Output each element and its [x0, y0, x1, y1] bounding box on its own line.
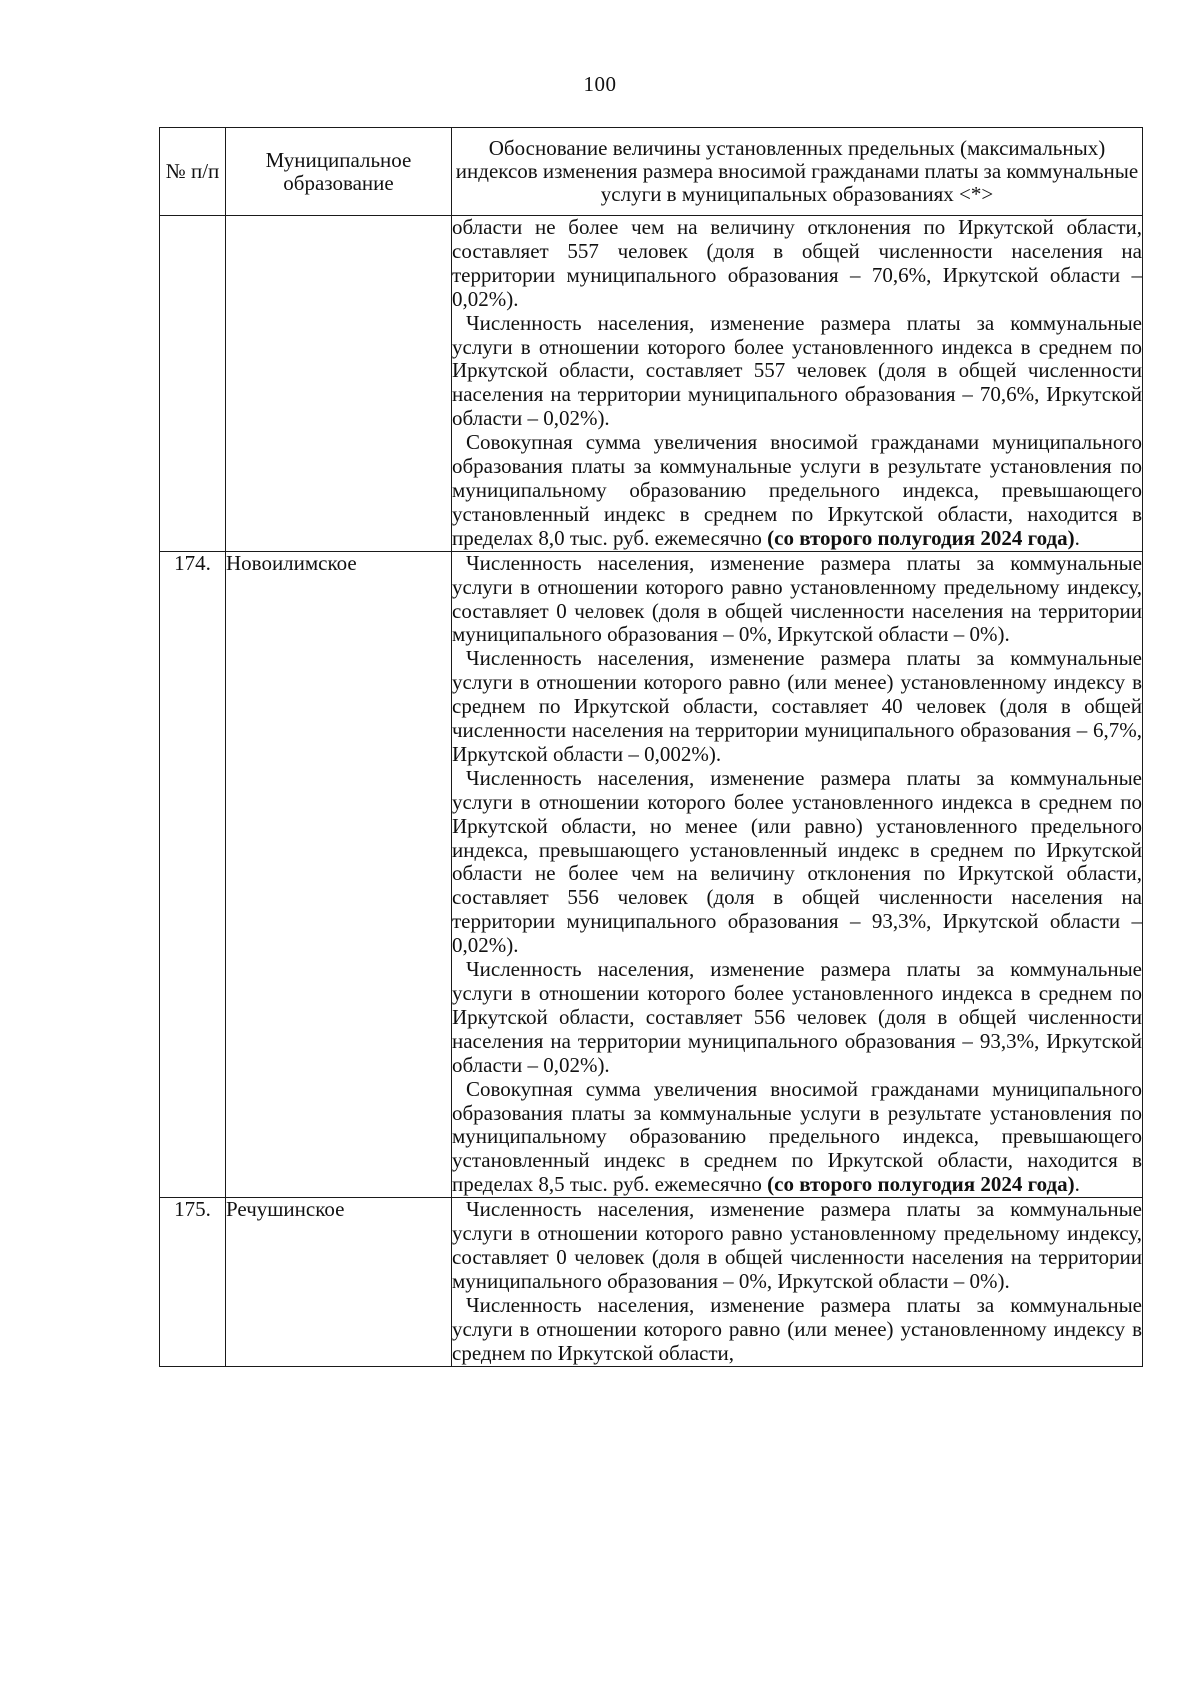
header-municipality: Муниципальное образование	[226, 128, 452, 216]
paragraph: Численность населения, изменение размера платы за коммунальные услуги в отношении которого более установленного индекса в среднем по Иркутской области, но менее (или равно) установленного предельного индекса, превышающего установленный индекс в среднем по Иркутской области не более чем на величину отклонения по Иркутской области, составляет 556 человек (доля в общей численности населения на территории муниципального образования – 93,3%, Иркутской области – 0,02%).	[452, 765, 1142, 958]
header-number: № п/п	[160, 128, 226, 216]
paragraph-tail: .	[1074, 525, 1080, 550]
row-municipality: Речушинское	[226, 1198, 452, 1366]
page-number: 100	[583, 72, 617, 96]
row-municipality	[226, 216, 452, 552]
paragraph	[452, 1078, 1142, 1198]
row-justification	[452, 216, 1143, 552]
paragraph-bold: (со второго полугодия 2024 года)	[767, 525, 1075, 550]
row-number: 175.	[160, 1198, 226, 1366]
row-number: 174.	[160, 551, 226, 1197]
justification-table	[159, 127, 1143, 1367]
paragraph-bold: (со второго полугодия 2024 года)	[767, 1172, 1075, 1197]
paragraph: Численность населения, изменение размера платы за коммунальные услуги в отношении которого более установленного индекса в среднем по Иркутской области, составляет 557 человек (доля в общей численности населения на территории муниципального образования – 70,6%, Иркутской области – 0,02%).	[452, 310, 1142, 431]
row-municipality: Новоилимское	[226, 551, 452, 1197]
paragraph: области не более чем на величину отклонения по Иркутской области, составляет 557 человек (доля в общей численности населения на территории муниципального образования – 70,6%, Иркутской области – 0,02%).	[452, 215, 1142, 311]
paragraph: Численность населения, изменение размера платы за коммунальные услуги в отношении которого более установленного индекса в среднем по Иркутской области, составляет 556 человек (доля в общей численности населения на территории муниципального образования – 93,3%, Иркутской области – 0,02%).	[452, 957, 1142, 1077]
paragraph: Численность населения, изменение размера платы за коммунальные услуги в отношении которого равно (или менее) установленному индексу в среднем по Иркутской области,	[452, 1292, 1142, 1365]
row-number	[160, 216, 226, 552]
header-justification: Обоснование величины установленных предельных (максимальных) индексов изменения размера вносимой гражданами платы за коммунальные услуги в муниципальных образованиях <*>	[452, 128, 1143, 216]
table-row	[160, 551, 1143, 1197]
paragraph-text: Совокупная сумма увеличения вносимой гражданами муниципального образования платы за коммунальные услуги в результате установления по муниципальному образованию предельного индекса, превышающего установленный индекс в среднем по Иркутской области, находится в пределах 8,0 тыс. руб. ежемесячно	[452, 430, 1142, 550]
paragraph: Численность населения, изменение размера платы за коммунальные услуги в отношении которого равно (или менее) установленному индексу в среднем по Иркутской области, составляет 40 человек (доля в общей численности населения на территории муниципального образования – 6,7%, Иркутской области – 0,002%).	[452, 646, 1142, 766]
paragraph	[452, 431, 1142, 551]
paragraph: Численность населения, изменение размера платы за коммунальные услуги в отношении которого равно установленному предельному индексу, составляет 0 человек (доля в общей численности населения на территории муниципального образования – 0%, Иркутской области – 0%).	[452, 550, 1142, 647]
table-row	[160, 1198, 1143, 1366]
paragraph-text: Совокупная сумма увеличения вносимой гражданами муниципального образования платы за коммунальные услуги в результате установления по муниципальному образованию предельного индекса, превышающего установленный индекс в среднем по Иркутской области, находится в пределах 8,5 тыс. руб. ежемесячно	[452, 1076, 1142, 1197]
paragraph-tail: .	[1074, 1172, 1080, 1197]
row-justification	[452, 1198, 1143, 1366]
row-justification	[452, 551, 1143, 1197]
table-header-row	[160, 128, 1143, 216]
paragraph: Численность населения, изменение размера платы за коммунальные услуги в отношении которого равно установленному предельному индексу, составляет 0 человек (доля в общей численности населения на территории муниципального образования – 0%, Иркутской области – 0%).	[452, 1197, 1142, 1293]
table-row	[160, 216, 1143, 552]
